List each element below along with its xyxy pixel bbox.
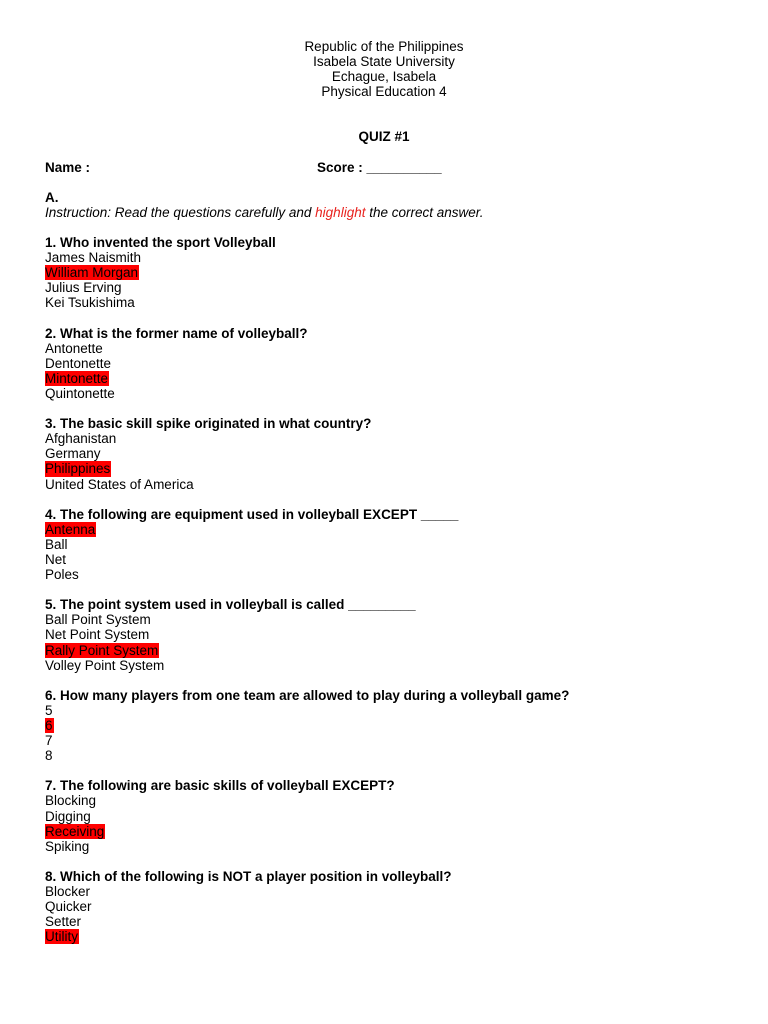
answer-option <box>45 356 745 371</box>
question-text: 1. Who invented the sport Volleyball <box>45 235 276 250</box>
answer-option-label: Digging <box>45 808 91 824</box>
question-text: 2. What is the former name of volleyball? <box>45 325 308 341</box>
answer-option-highlighted <box>45 718 745 733</box>
answer-option <box>45 280 745 295</box>
answer-option <box>45 567 745 582</box>
question-block <box>45 416 745 491</box>
instruction-highlight-word: highlight <box>315 205 366 220</box>
answer-option-label: Quicker <box>45 899 92 915</box>
answer-option-highlighted <box>45 461 745 476</box>
answer-option-label: Rally Point System <box>45 642 159 658</box>
answer-option-label: Net <box>45 551 67 567</box>
answer-option-label: Spiking <box>45 838 90 854</box>
answer-option-label: Afghanistan <box>45 431 117 447</box>
answer-option <box>45 658 745 673</box>
answer-option-label: Philippines <box>45 461 111 477</box>
question-text: 5. The point system used in volleyball is called _________ <box>45 597 416 613</box>
answer-option-label: Poles <box>45 567 79 583</box>
answer-option-label: 6 <box>45 718 53 733</box>
answer-option <box>45 914 745 929</box>
question-block <box>45 235 745 310</box>
answer-option-label: Kei Tsukishima <box>45 295 135 311</box>
answer-option <box>45 341 745 356</box>
instruction-before: Instruction: Read the questions carefully and <box>45 205 316 220</box>
question-block <box>45 869 745 944</box>
answer-option-label: 5 <box>45 702 53 718</box>
header-location: Echague, Isabela <box>331 69 437 84</box>
question-block <box>45 507 745 582</box>
answer-option-label: Blocker <box>45 884 91 900</box>
answer-option <box>45 748 745 763</box>
answer-option <box>45 431 745 446</box>
answer-option-label: Quintonette <box>45 385 115 401</box>
question-block <box>45 688 745 763</box>
answer-option-label: Utility <box>45 929 78 945</box>
answer-option-label: 8 <box>45 748 53 764</box>
question-block <box>45 778 745 853</box>
answer-option-label: Receiving <box>45 823 105 839</box>
answer-option <box>45 703 745 718</box>
question-text: 7. The following are basic skills of volleyball EXCEPT? <box>45 778 395 794</box>
answer-option <box>45 386 745 401</box>
answer-option <box>45 612 745 627</box>
answer-option-highlighted <box>45 824 745 839</box>
answer-option-highlighted <box>45 929 745 944</box>
answer-option-label: Mintonette <box>45 370 109 386</box>
document-header <box>0 39 768 99</box>
answer-option <box>45 446 745 461</box>
name-label: Name : <box>45 160 91 175</box>
header-course: Physical Education 4 <box>321 84 447 99</box>
answer-option-label: Ball <box>45 536 68 552</box>
answer-option-label: United States of America <box>45 476 194 492</box>
answer-option <box>45 733 745 748</box>
question-text: 3. The basic skill spike originated in what country? <box>45 416 372 432</box>
answer-option-label: Germany <box>45 446 101 462</box>
instruction-text <box>45 205 484 220</box>
answer-option-label: Antonette <box>45 340 103 356</box>
instruction-after: the correct answer. <box>365 205 484 220</box>
answer-option-highlighted <box>45 522 745 537</box>
answer-option <box>45 295 745 310</box>
answer-option-highlighted <box>45 643 745 658</box>
answer-option-label: Antenna <box>45 521 96 537</box>
answer-option-highlighted <box>45 265 745 280</box>
answer-option <box>45 477 745 492</box>
question-block <box>45 326 745 401</box>
answer-option-label: Volley Point System <box>45 657 165 673</box>
answer-option-label: William Morgan <box>45 265 139 281</box>
answer-option-label: Setter <box>45 914 82 930</box>
answer-option-label: Blocking <box>45 793 97 809</box>
quiz-title: QUIZ #1 <box>358 129 410 144</box>
section-label: A. <box>45 190 59 205</box>
answer-option <box>45 552 745 567</box>
answer-option-label: 7 <box>45 733 53 749</box>
answer-option-label: Net Point System <box>45 627 150 643</box>
header-university: Isabela State University <box>313 54 455 69</box>
question-block <box>45 597 745 672</box>
answer-option <box>45 809 745 824</box>
answer-option <box>45 839 745 854</box>
question-text: 8. Which of the following is NOT a player position in volleyball? <box>45 868 452 884</box>
header-country: Republic of the Philippines <box>304 39 464 54</box>
answer-option <box>45 884 745 899</box>
answer-option-label: Ball Point System <box>45 612 151 628</box>
answer-option-label: Julius Erving <box>45 280 122 296</box>
answer-option-label: James Naismith <box>45 250 142 266</box>
answer-option-highlighted <box>45 371 745 386</box>
answer-option <box>45 793 745 808</box>
question-list <box>45 235 745 960</box>
answer-option <box>45 899 745 914</box>
answer-option <box>45 627 745 642</box>
answer-option-label: Dentonette <box>45 355 112 371</box>
question-text: 6. How many players from one team are allowed to play during a volleyball game? <box>45 687 570 703</box>
answer-option <box>45 250 745 265</box>
answer-option <box>45 537 745 552</box>
question-text: 4. The following are equipment used in volleyball EXCEPT _____ <box>45 506 459 522</box>
score-label: Score : __________ <box>317 160 442 175</box>
